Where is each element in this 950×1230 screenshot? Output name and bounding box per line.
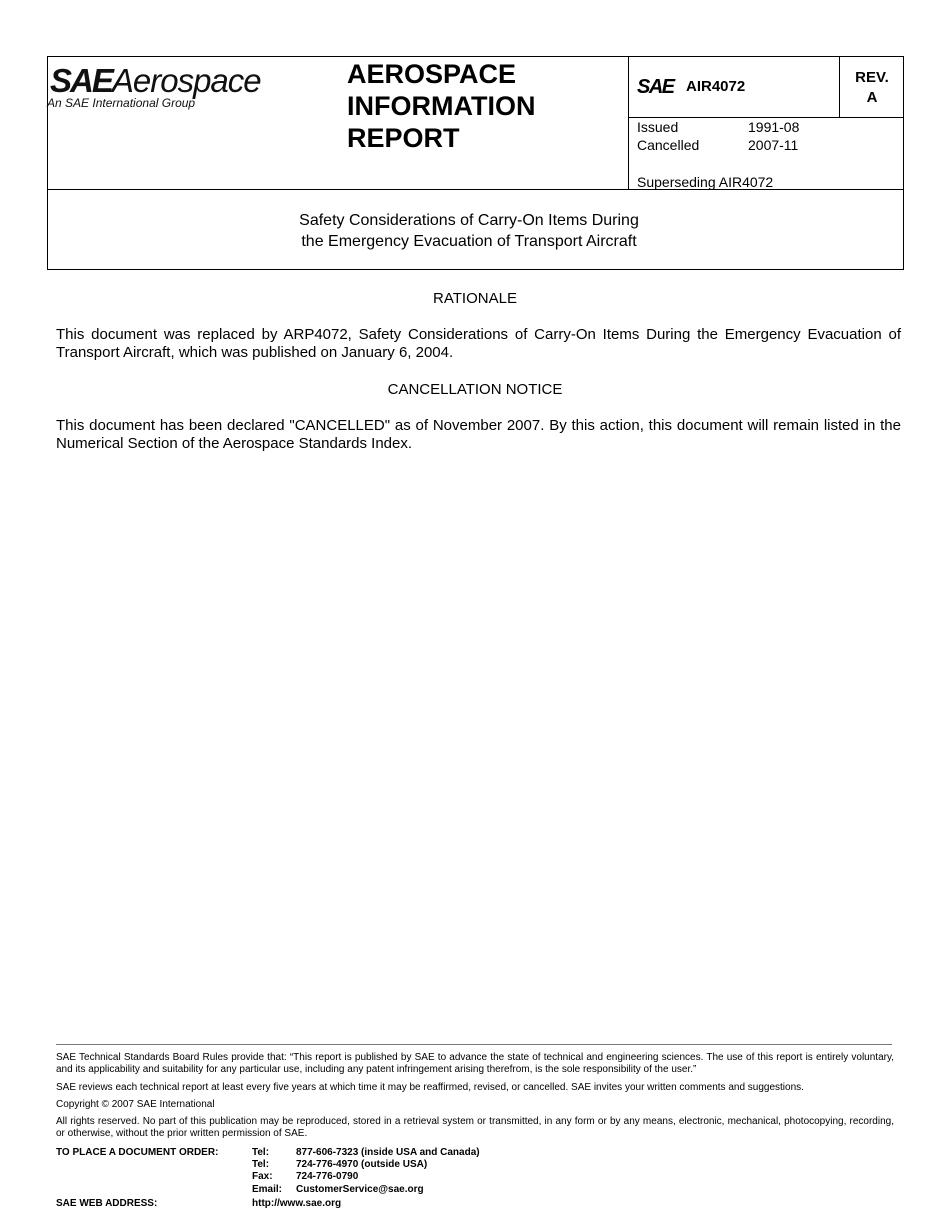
footer-rights-text: All rights reserved. No part of this publication may be reproduced, stored in a retrieval system or transmitted, in any form or by any means, electronic, mechanical, photocopying, recording, or otherwise, without the prior written permission of SAE. [56,1116,894,1139]
web-address-link[interactable]: http://www.sae.org [252,1198,342,1209]
contact-key: Email: [252,1184,283,1195]
footer-rule [56,1044,892,1045]
logo-tagline: An SAE International Group [47,96,196,110]
title-line: the Emergency Evacuation of Transport Aircraft [301,233,637,250]
issued-label: Issued [637,119,679,135]
cancelled-label: Cancelled [637,137,700,153]
divider [628,56,629,190]
contact-line [252,1159,427,1171]
logo-brand: SAE [50,62,112,99]
footer-copyright: Copyright © 2007 SAE International [56,1099,215,1110]
contact-line [252,1147,480,1159]
doc-type-line: REPORT [347,123,460,153]
document-number: AIR4072 [686,78,746,95]
issued-date: 1991-08 [748,119,800,135]
contact-key: Tel: [252,1147,270,1158]
order-label: TO PLACE A DOCUMENT ORDER: [56,1147,219,1158]
revision-label: REV. [855,69,889,86]
superseding-note: Superseding AIR4072 [637,174,774,190]
revision-value: A [866,89,878,106]
contact-key: Fax: [252,1171,273,1182]
cancellation-paragraph: This document has been declared "CANCELLED" as of November 2007. By this action, this document will remain listed in the Numerical Section of the Aerospace Standards Index. [56,417,901,452]
contact-line [252,1171,358,1183]
contact-value: 724-776-4970 (outside USA) [296,1159,428,1170]
footer-review-text: SAE reviews each technical report at least every five years at which time it may be reaffirmed, revised, or cancelled. SAE invites your written comments and suggestions. [56,1082,804,1093]
document-title [47,210,891,252]
doc-type-line: INFORMATION [347,91,536,121]
logo-product: Aerospace [111,62,261,99]
contact-key: Tel: [252,1159,270,1170]
cancelled-date: 2007-11 [748,137,799,153]
revision [840,68,904,108]
contact-value: 724-776-0790 [296,1171,359,1182]
contact-line [252,1184,424,1196]
footer-rules-text: SAE Technical Standards Board Rules provide that: “This report is published by SAE to advance the state of technical and engineering sciences. The use of this report is entirely voluntary, and its applicability and suitability for any particular use, including any patent infringement arising therefrom, is the sole responsibility of the user.” [56,1052,894,1075]
divider [628,117,904,118]
title-line: Safety Considerations of Carry-On Items During [299,212,639,229]
contact-value: 877-606-7323 (inside USA and Canada) [296,1147,480,1158]
contact-email-link[interactable]: CustomerService@sae.org [296,1184,424,1195]
doc-type-line: AEROSPACE [347,59,517,89]
cancellation-heading: CANCELLATION NOTICE [387,381,563,398]
rationale-paragraph: This document was replaced by ARP4072, Safety Considerations of Carry-On Items During the Emergency Evacuation of Transport Aircraft, which was published on January 6, 2004. [56,326,901,361]
web-address-label: SAE WEB ADDRESS: [56,1198,158,1209]
document-type [347,58,535,154]
sae-small-logo: SAE [637,76,674,98]
rationale-heading: RATIONALE [433,290,517,307]
